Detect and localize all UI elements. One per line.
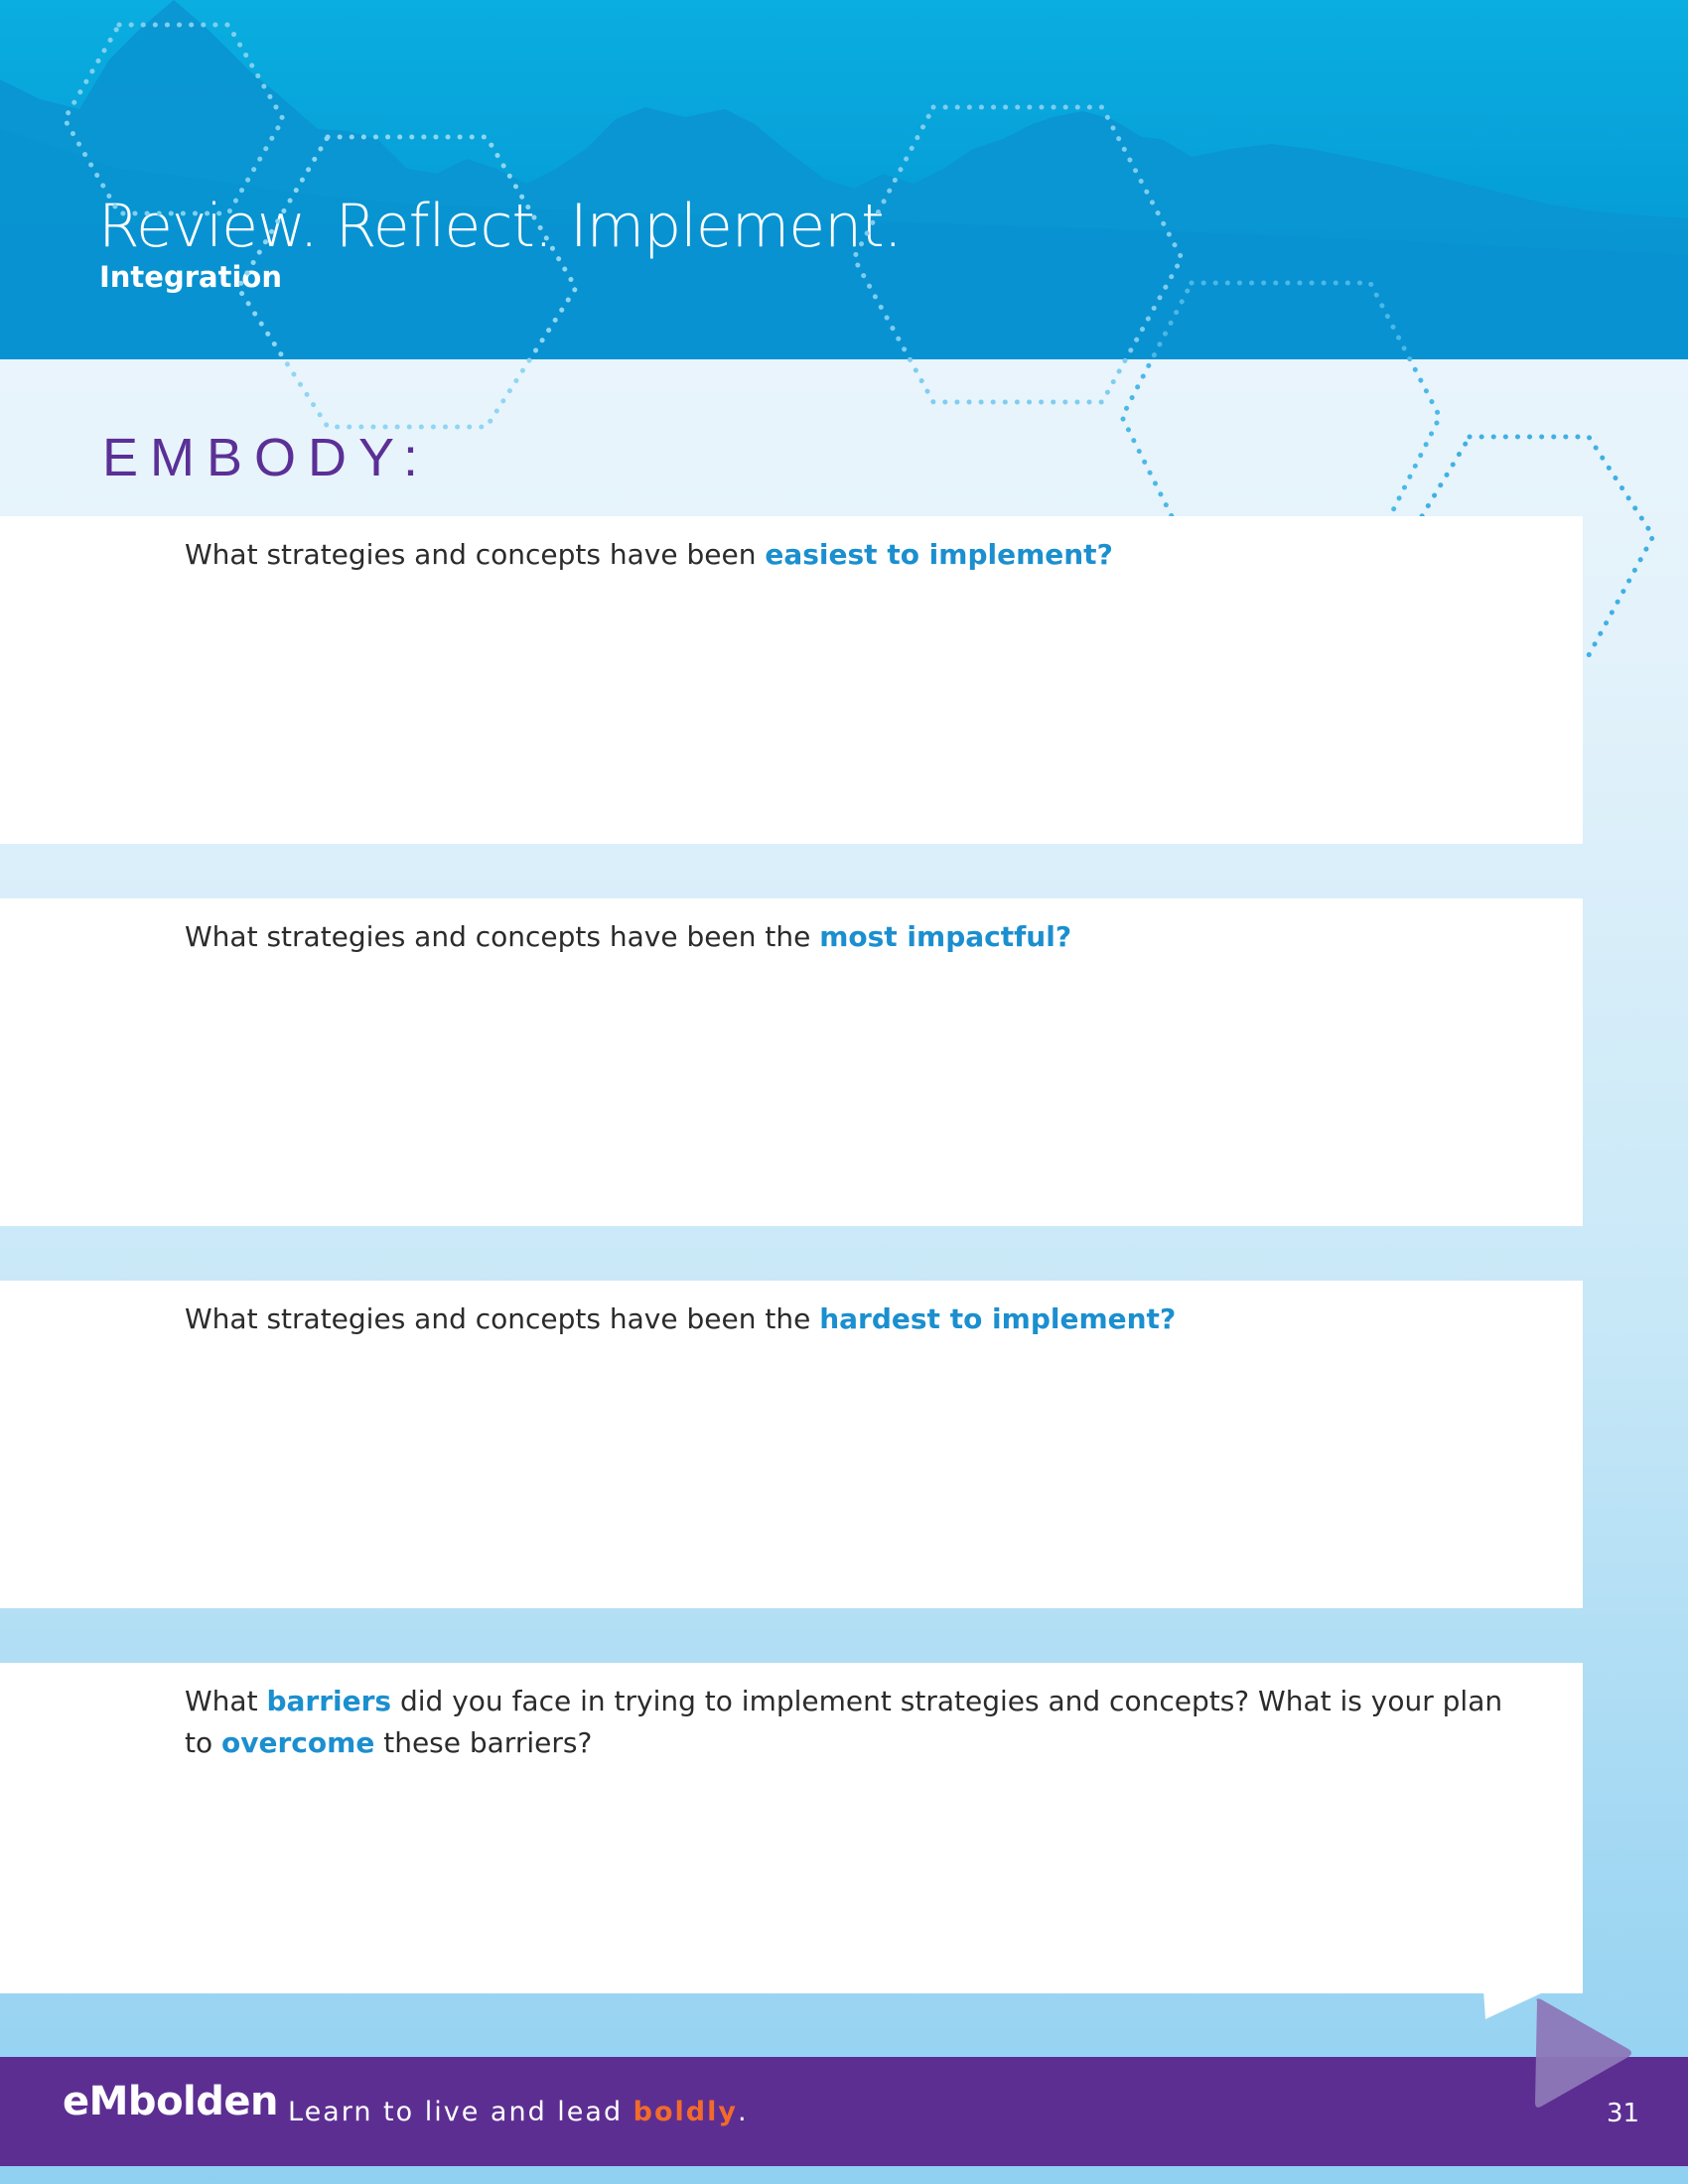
question-barriers-text-2: did you face in trying to implement strategies and concepts? What is your plan to [185,1685,1503,1759]
question-impactful [185,916,1505,958]
tagline-text: Learn to live and lead [288,2097,633,2127]
section-heading: EMBODY: [102,428,431,487]
footer-bar [0,2057,1688,2166]
header-banner [0,0,1688,359]
answer-box-impactful[interactable] [0,898,1583,1226]
answer-box-easiest[interactable] [0,516,1583,844]
question-barriers-text-1: What [185,1685,267,1717]
question-barriers-text-3: these barriers? [374,1726,593,1759]
question-barriers [185,1681,1505,1764]
mountain-silhouette [0,0,1688,359]
page-subtitle: Integration [99,260,282,294]
question-impactful-highlight: most impactful? [819,920,1072,953]
next-page-arrow-icon[interactable] [1529,1995,1638,2115]
brand-logo: eMbolden [63,2079,278,2124]
tagline-period: . [738,2097,749,2127]
tagline-accent: boldly [633,2097,738,2127]
question-impactful-text: What strategies and concepts have been the [185,920,820,953]
page-number: 31 [1607,2099,1640,2128]
question-barriers-highlight-1: barriers [266,1685,392,1717]
question-hardest-highlight: hardest to implement? [819,1302,1177,1335]
question-hardest-text: What strategies and concepts have been the [185,1302,820,1335]
question-easiest [185,534,1505,576]
question-easiest-text: What strategies and concepts have been [185,538,766,571]
page-title: Review. Reflect. Implement. [98,192,902,261]
question-easiest-highlight: easiest to implement? [765,538,1113,571]
question-barriers-highlight-2: overcome [221,1726,375,1759]
tagline [288,2097,749,2127]
question-hardest [185,1298,1505,1340]
answer-box-barriers[interactable] [0,1663,1583,1993]
answer-box-hardest[interactable] [0,1281,1583,1608]
